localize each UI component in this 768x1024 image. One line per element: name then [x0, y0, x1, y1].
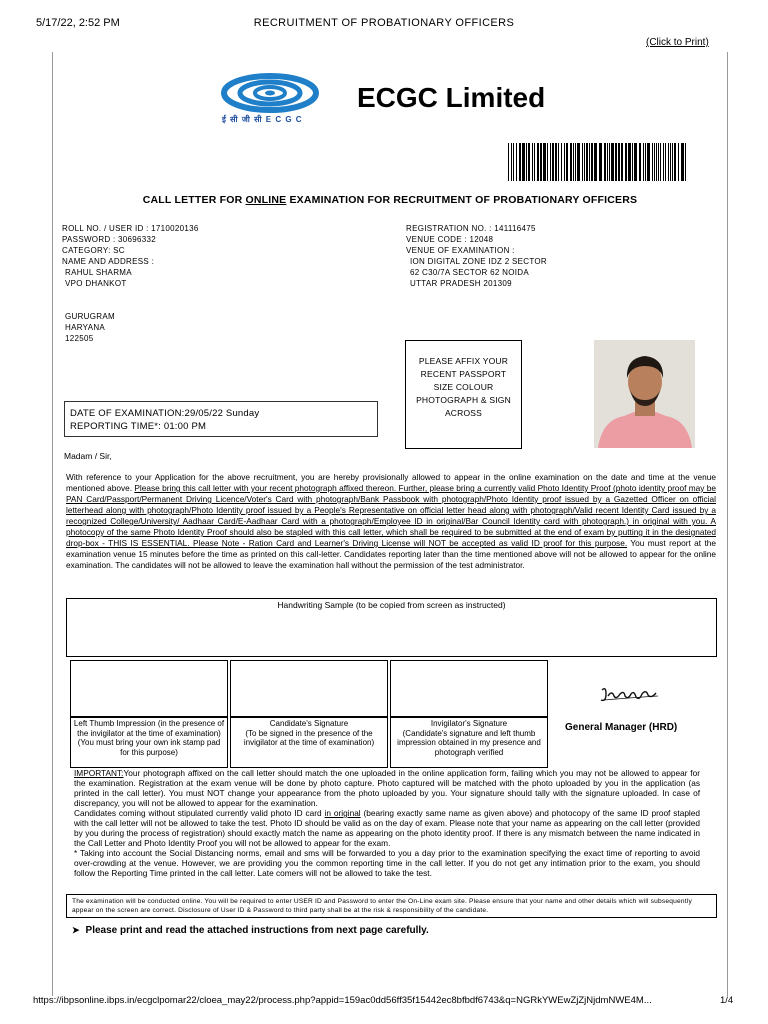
category: CATEGORY: SC	[62, 246, 125, 255]
address-pin: 122505	[65, 334, 94, 343]
thumb-impression-caption: Left Thumb Impression (in the presence of the invigilator at the time of examination) (You must bring your own ink stamp pad for this purpose)	[70, 717, 228, 768]
candidate-name: RAHUL SHARMA	[65, 268, 132, 277]
print-url: https://ibpsonline.ibps.in/ecgclpomar22/cloea_may22/process.php?appid=159ac0dd56ff35f15442ec8bfbdf6743&q=NGRkYWEwZjZjNjdmNWE4M...	[33, 995, 652, 1006]
invigilator-signature-caption: Invigilator's Signature (Candidate's signature and left thumb impression obtained in my presence and photograph verified	[390, 717, 548, 768]
invigilator-signature-box	[390, 660, 548, 717]
click-to-print-link[interactable]: (Click to Print)	[646, 37, 709, 48]
candidate-photo	[594, 340, 695, 448]
venue-line: UTTAR PRADESH 201309	[410, 279, 512, 288]
call-letter-paragraph: With reference to your Application for the above recruitment, you are hereby provisionally allowed to appear in the online examination on the date and time at the venue mentioned above. Please bring this call letter with your recent photograph affixed thereon. Further, please bring a currently valid Photo Identity Proof (photo identity proof may be PAN Card/Passport/Permanent Driving Licence/Voter's Card with photograph/Bank Passbook with photograph/Photo Identity proof issued by a Gazetted Officer on official letterhead along with photograph/Photo Identity proof issued by a People's Representative on official letter head along with photograph/Valid recent Identity Card issued by a recognized College/University/ Aadhaar Card/E-Aadhaar Card with a photograph/Employee ID in original/Bar Council Identity card with photograph.) in original with you. A photocopy of the same Photo Identity Proof should also be stapled with this call letter, which shall be required to be submitted at the end of exam by putting it in the designated drop-box - THIS IS ESSENTIAL. Please Note - Ration Card and Learner's Driving License will NOT be accepted as valid ID proof for this purpose. You must report at the examination venue 15 minutes before the time as printed on this call-letter. Candidates reporting later than the time mentioned above will not be allowed to appear for the online examination. The candidates will not be allowed to leave the examination hall without the permission of the test administrator.	[66, 472, 717, 570]
handwriting-label: Handwriting Sample (to be copied from screen as instructed)	[277, 600, 506, 610]
address-city: GURUGRAM	[65, 312, 115, 321]
venue-line: 62 C30/7A SECTOR 62 NOIDA	[410, 268, 529, 277]
company-name: ECGC Limited	[357, 82, 546, 113]
name-address-label: NAME AND ADDRESS :	[62, 257, 155, 266]
candidate-details	[62, 223, 199, 344]
general-manager-label: General Manager (HRD)	[565, 722, 678, 733]
roll-no: ROLL NO. / USER ID : 1710020136	[62, 224, 199, 233]
address-state: HARYANA	[65, 323, 106, 332]
venue-details	[406, 223, 547, 289]
print-doc-title: RECRUITMENT OF PROBATIONARY OFFICERS	[253, 17, 515, 29]
salutation: Madam / Sir,	[64, 451, 112, 461]
handwriting-sample-box	[66, 598, 717, 657]
important-section: IMPORTANT:Your photograph affixed on the call letter should match the one uploaded in the online application form, failing which you may not be allowed to appear for the examination. Registration at the exam venue will be done by photo capture. Photo captured will be matched with the photo uploaded by you in the application (as printed in the call letter). You must NOT change your appearance from the photo uploaded by you. Your signature should tally with the signature uploaded. In case of discrepancy, you will not be allowed to appear for the examination. Candidates coming without stipulated currently valid photo ID card in original (bearing exactly same name as given above) and photocopy of the same ID proof stapled with the call letter will not be allowed to take the test. Photo ID should be valid as on the day of exam. Please note that your name as appearing on the call letter (provided by you during the process of registration) should exactly match the name as appearing on the photo identity proof. If there is any mismatch between the name indicated in the Call Letter and Photo Identity Proof you will not be allowed to appear for the exam. * Taking into account the Social Distancing norms, email and sms will be forwarded to you a day prior to the examination specifying the exact time of reporting to avoid over-crowding at the venue. However, we are providing you the common reporting time in the call letter. If you do not get any intimation prior to the exam, you should follow the Reporting Time printed in the call letter. Late comers will not be allowed to take the test.	[74, 768, 701, 878]
registration-no: REGISTRATION NO. : 141116475	[406, 224, 536, 233]
address-line: VPO DHANKOT	[65, 279, 127, 288]
venue-label: VENUE OF EXAMINATION :	[406, 246, 515, 255]
logo-text: ई सी जी सी E C G C	[222, 115, 303, 124]
exam-date: DATE OF EXAMINATION:29/05/22 Sunday	[70, 408, 260, 419]
venue-line: ION DIGITAL ZONE IDZ 2 SECTOR	[410, 257, 548, 266]
candidate-signature-box	[230, 660, 388, 717]
arrow-right-icon: ➤	[72, 925, 80, 935]
call-letter-title: CALL LETTER FOR ONLINE EXAMINATION FOR RECRUITMENT OF PROBATIONARY OFFICERS	[142, 194, 638, 206]
barcode-icon	[508, 143, 688, 181]
affix-photo-box: PLEASE AFFIX YOUR RECENT PASSPORT SIZE COLOUR PHOTOGRAPH & SIGN ACROSS	[405, 340, 522, 449]
thumb-impression-box	[70, 660, 228, 717]
exam-date-box	[64, 401, 378, 437]
print-instructions: ➤ Please print and read the attached instructions from next page carefully.	[72, 925, 429, 936]
gm-signature-icon	[598, 684, 662, 706]
password: PASSWORD : 30696332	[62, 235, 157, 244]
candidate-signature-caption: Candidate's Signature (To be signed in the presence of the invigilator at the time of examination)	[230, 717, 388, 768]
venue-code: VENUE CODE : 12048	[406, 235, 494, 244]
print-page-count: 1/4	[720, 995, 734, 1006]
print-datetime: 5/17/22, 2:52 PM	[36, 17, 120, 29]
online-exam-notice: The examination will be conducted online. You will be required to enter USER ID and Password to enter the On-Line exam site. Please ensure that your name and other details which will subsequently appear on the screen are correct. Disclosure of User ID & Password to third party shall be at the risk & responsibility of the candidate.	[66, 894, 717, 918]
ecgc-logo	[220, 72, 326, 128]
person-photo-icon	[594, 340, 695, 448]
reporting-time: REPORTING TIME*: 01:00 PM	[70, 421, 207, 432]
